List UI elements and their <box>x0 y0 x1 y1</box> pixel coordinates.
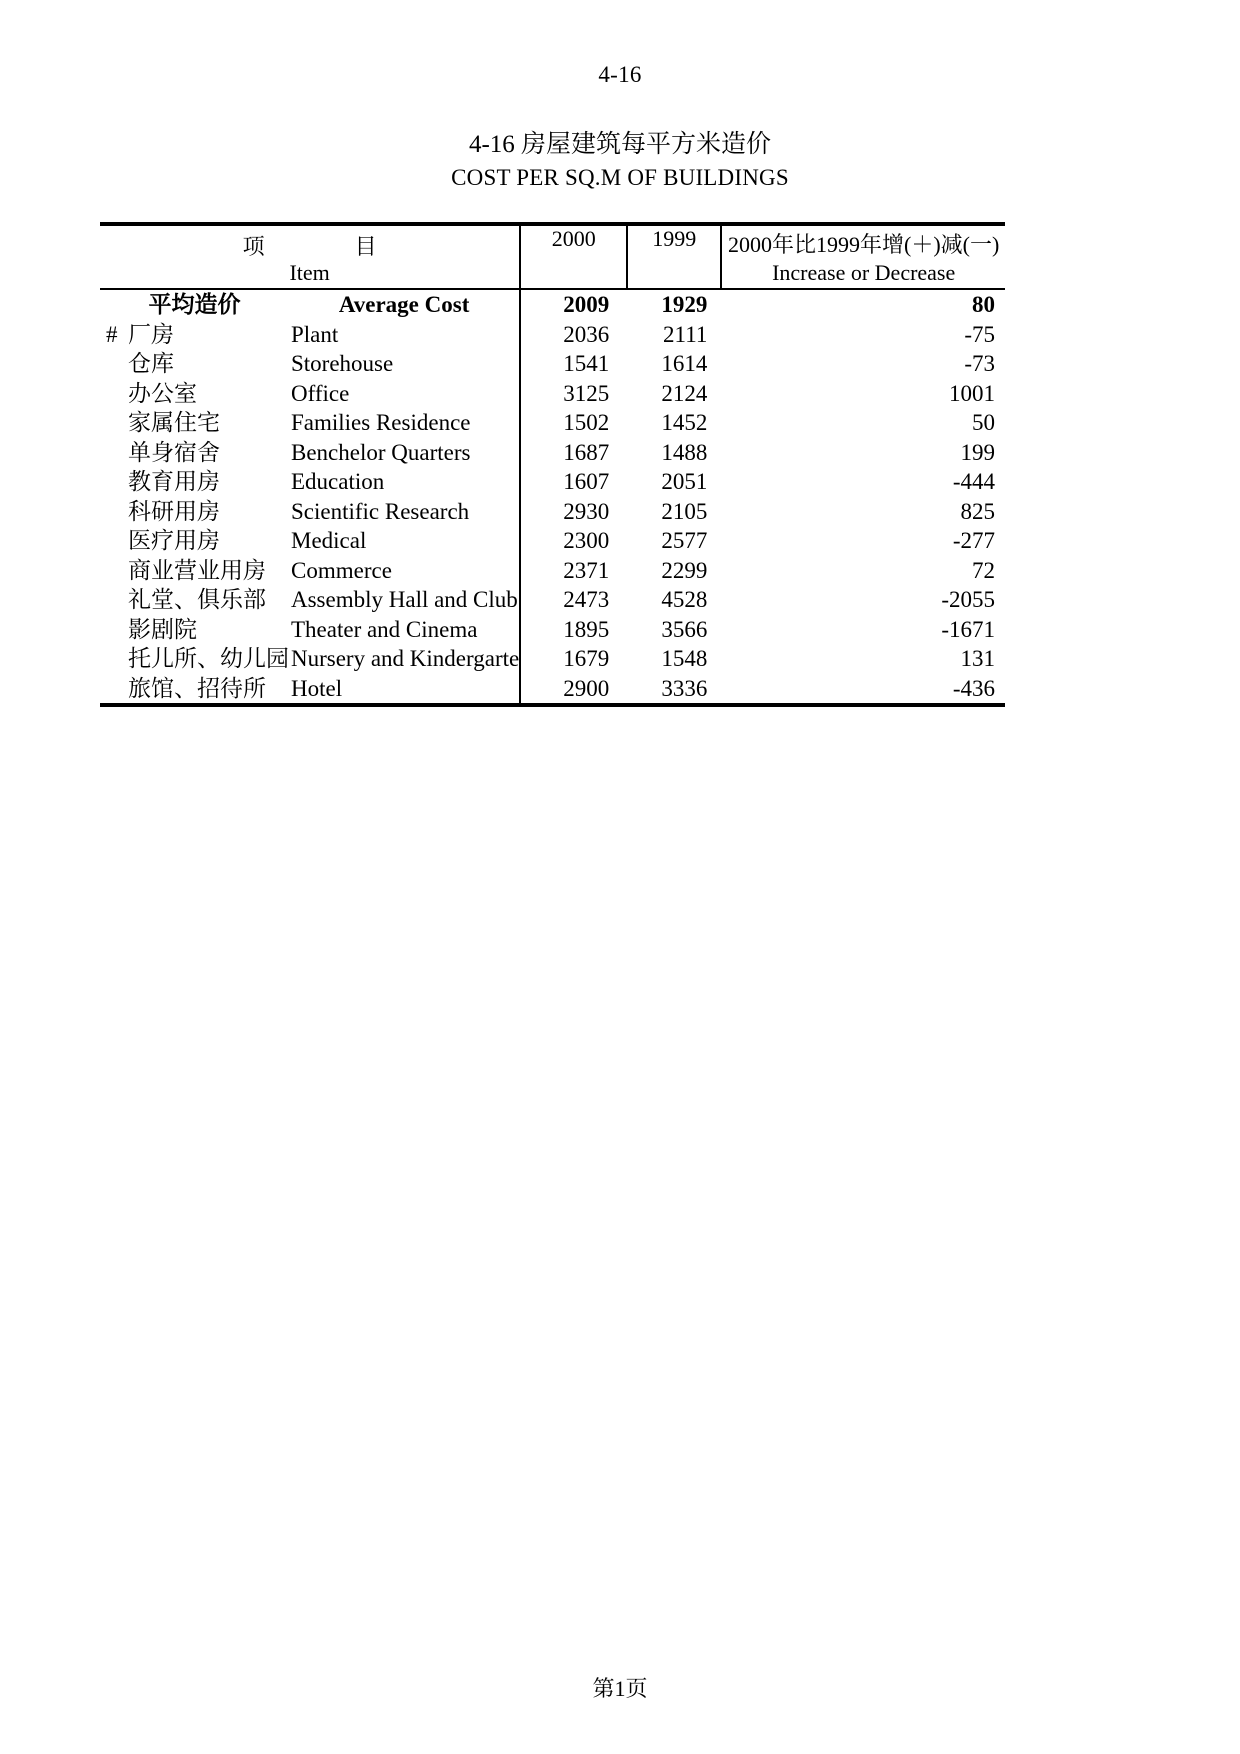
table-row <box>100 408 1005 438</box>
cell-value-2000: 2009 <box>520 289 627 320</box>
table-row <box>100 438 1005 468</box>
cell-value-2000: 1895 <box>563 616 610 642</box>
cell-item-english: Hotel <box>289 674 520 706</box>
cell-value-difference: 131 <box>960 646 995 671</box>
table-row <box>100 379 1005 409</box>
table-row <box>100 556 1005 586</box>
cell-value-1999: 1452 <box>661 410 708 435</box>
table-row <box>100 615 1005 645</box>
cell-item-english: Assembly Hall and Club <box>289 585 520 615</box>
page-footer: 第1页 <box>592 1676 648 1701</box>
cell-value-difference: -73 <box>964 351 995 376</box>
cell-item-english: Theater and Cinema <box>289 615 520 645</box>
cell-value-2000: 2300 <box>563 528 610 553</box>
item-label-chinese: 影剧院 <box>128 616 197 642</box>
cell-item-chinese <box>100 526 289 556</box>
cell-value-difference: -2055 <box>941 587 995 612</box>
cell-value-difference: -277 <box>952 528 995 553</box>
cell-value-difference: 199 <box>960 439 995 465</box>
table-row <box>100 320 1005 350</box>
cell-item-english: Plant <box>289 320 520 350</box>
cell-item-chinese <box>100 585 289 615</box>
cell-value-2000: 1679 <box>563 646 610 671</box>
cell-item-chinese <box>100 408 289 438</box>
cell-item-chinese <box>100 349 289 379</box>
cell-item-english: Scientific Research <box>289 497 520 527</box>
item-label-chinese: 单身宿舍 <box>128 439 220 465</box>
cell-value-2000: 3125 <box>563 380 610 406</box>
cell-value-difference: 1001 <box>949 380 995 406</box>
header-cell-increase-decrease <box>721 224 1005 289</box>
cell-value-difference: -75 <box>964 321 995 347</box>
cell-value-1999: 2299 <box>661 557 708 583</box>
cell-value-difference: -1671 <box>941 616 995 642</box>
cell-item-chinese <box>100 556 289 586</box>
cell-value-1999: 2124 <box>661 380 708 406</box>
item-label-chinese: 托儿所、幼儿园 <box>128 646 289 671</box>
header-item-chinese-left: 项 <box>242 234 265 259</box>
item-label-chinese: 厂房 <box>128 321 174 347</box>
header-cell-2000: 2000 <box>520 224 627 289</box>
running-head: 4-16 <box>598 62 642 87</box>
item-label-chinese: 平均造价 <box>148 292 241 317</box>
page-title-english: COST PER SQ.M OF BUILDINGS <box>451 165 789 190</box>
item-label-chinese: 办公室 <box>128 380 197 406</box>
cost-per-sqm-table <box>100 222 1005 707</box>
header-item-chinese-right: 目 <box>354 234 377 259</box>
cell-value-1999: 2105 <box>661 498 708 524</box>
item-label-chinese: 仓库 <box>128 351 174 376</box>
cell-value-1999: 4528 <box>661 587 708 612</box>
cell-value-2000: 2371 <box>563 557 610 583</box>
cell-item-chinese <box>100 497 289 527</box>
cell-item-english: Benchelor Quarters <box>289 438 520 468</box>
item-label-chinese: 家属住宅 <box>128 410 220 435</box>
table-header <box>100 224 1005 289</box>
cell-value-2000: 1541 <box>563 351 610 376</box>
cell-item-chinese <box>100 289 289 320</box>
cell-item-chinese <box>100 379 289 409</box>
cell-item-english: Average Cost <box>289 289 520 320</box>
cell-item-chinese <box>100 615 289 645</box>
cell-value-difference: 825 <box>960 498 995 524</box>
header-diff-english: Increase or Decrease <box>772 260 956 285</box>
item-label-chinese: 教育用房 <box>128 469 220 494</box>
cell-item-english: Education <box>289 467 520 497</box>
cell-value-difference: -444 <box>952 469 995 494</box>
cell-value-2000: 2036 <box>563 321 610 347</box>
row-marker: # <box>106 321 118 347</box>
cell-item-chinese <box>100 467 289 497</box>
header-item-chinese <box>100 230 519 261</box>
item-label-chinese: 旅馆、招待所 <box>128 675 266 701</box>
cell-value-1999: 2577 <box>661 528 708 553</box>
cell-value-difference: -436 <box>721 674 1005 706</box>
cell-item-chinese <box>100 674 289 706</box>
cell-value-difference: 72 <box>972 557 995 583</box>
item-label-chinese: 医疗用房 <box>128 528 220 553</box>
cell-value-2000: 2473 <box>563 587 610 612</box>
table-body <box>100 289 1005 705</box>
cell-value-1999: 2051 <box>661 469 708 494</box>
cell-value-2000: 2930 <box>563 498 610 524</box>
cell-value-2000: 1607 <box>563 469 610 494</box>
cell-value-1999: 1548 <box>661 646 708 671</box>
table-row <box>100 526 1005 556</box>
header-item-english: Item <box>289 260 330 285</box>
cell-value-difference: 50 <box>972 410 995 435</box>
cell-value-2000: 2900 <box>520 674 627 706</box>
cell-item-english: Medical <box>289 526 520 556</box>
cell-item-english: Commerce <box>289 556 520 586</box>
title-block <box>0 128 1240 194</box>
cell-value-2000: 1502 <box>563 410 610 435</box>
cell-item-chinese <box>100 320 289 350</box>
cell-item-chinese <box>100 644 289 674</box>
item-label-chinese: 礼堂、俱乐部 <box>128 587 266 612</box>
table-row <box>100 674 1005 706</box>
cell-value-1999: 1929 <box>627 289 721 320</box>
cell-item-chinese <box>100 438 289 468</box>
header-diff-chinese: 2000年比1999年增(＋)减(一) <box>728 232 1000 257</box>
cell-value-difference: 80 <box>721 289 1005 320</box>
page-title-chinese: 4-16 房屋建筑每平方米造价 <box>468 131 772 158</box>
cell-value-1999: 3336 <box>627 674 721 706</box>
table-row <box>100 289 1005 320</box>
cell-item-english: Office <box>289 379 520 409</box>
cell-value-1999: 2111 <box>663 321 708 347</box>
table-row <box>100 349 1005 379</box>
table-row <box>100 497 1005 527</box>
cell-item-english: Families Residence <box>289 408 520 438</box>
cell-value-1999: 3566 <box>661 616 708 642</box>
table-row <box>100 585 1005 615</box>
item-label-chinese: 商业营业用房 <box>128 557 266 583</box>
table-row <box>100 644 1005 674</box>
header-cell-1999: 1999 <box>627 224 721 289</box>
cell-value-1999: 1614 <box>661 351 708 376</box>
item-label-chinese: 科研用房 <box>128 498 220 524</box>
cell-value-1999: 1488 <box>661 439 708 465</box>
cell-value-2000: 1687 <box>563 439 610 465</box>
header-cell-item <box>100 224 520 289</box>
table-row <box>100 467 1005 497</box>
cell-item-english: Nursery and Kindergarte <box>289 644 520 674</box>
cell-item-english: Storehouse <box>289 349 520 379</box>
